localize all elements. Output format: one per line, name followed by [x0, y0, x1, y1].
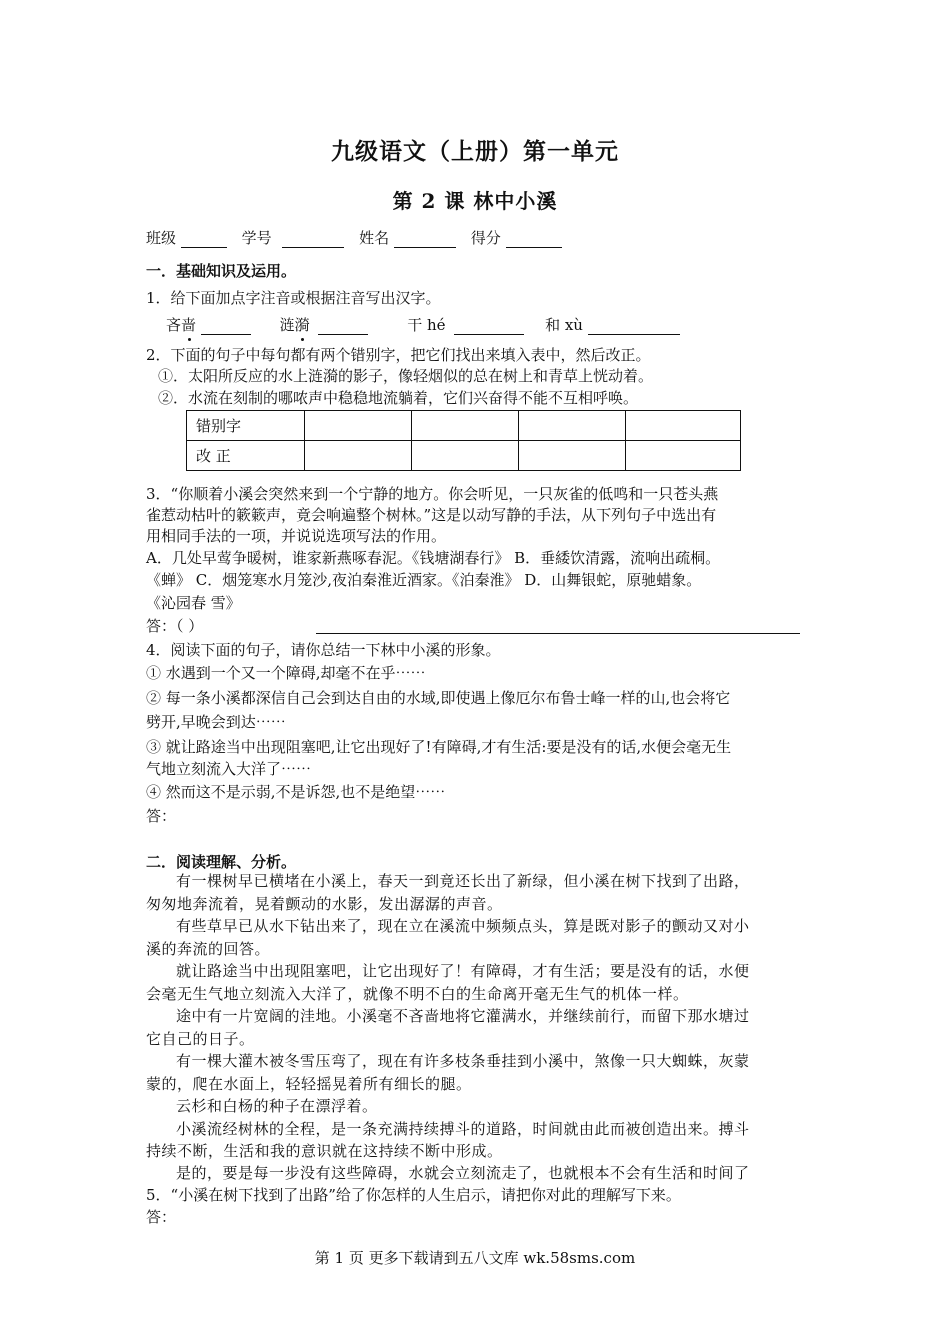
table-cell[interactable]: [412, 441, 519, 471]
q3-line3: 用相同手法的一项，并说说选项写法的作用。: [146, 527, 447, 545]
q1-prompt: 1．给下面加点字注音或根据注音写出汉字。: [146, 289, 441, 307]
q2-sentence1: ①．太阳所反应的水上涟漪的影子，像轻烟似的总在树上和青草上恍动着。: [158, 367, 654, 385]
q4-sentence2b: 劈开,早晚会到达⋯⋯: [146, 713, 286, 731]
passage-p7a: 小溪流经树林的全程，是一条充满持续搏斗的道路，时间就由此而被创造出来。搏斗: [176, 1120, 750, 1138]
q1-word2: [280, 316, 310, 334]
table-row: [187, 411, 741, 441]
q4-answer-label: 答：: [146, 807, 177, 825]
q1-blank2[interactable]: [318, 318, 368, 335]
name-blank[interactable]: [394, 231, 456, 248]
number-label: 学号: [241, 229, 272, 247]
q3-answer-label: 答：（ ）: [146, 617, 204, 635]
table-cell[interactable]: [412, 411, 519, 441]
section2-heading: 二．阅读理解、分析。: [146, 853, 297, 871]
passage-p4b: 它自己的日子。: [146, 1030, 255, 1048]
q1-word1-char1: 吝: [166, 316, 182, 334]
q3-answer-line[interactable]: [316, 633, 800, 634]
section1-heading: 一．基础知识及运用。: [146, 262, 297, 280]
table-cell[interactable]: [626, 411, 741, 441]
q4-sentence3a: ③ 就让路途当中出现阻塞吧,让它出现好了!有障碍,才有生活:要是没有的话,水便会毫无生: [146, 738, 732, 756]
name-label: 姓名: [359, 229, 390, 247]
page-title: 九级语文（上册）第一单元: [331, 138, 619, 165]
q1-word1: [166, 316, 196, 334]
q1-blank1[interactable]: [201, 318, 251, 335]
passage-p7b: 持续不断，生活和我的意识就在这持续不断中形成。: [146, 1142, 503, 1160]
row-label-correction: 改 正: [187, 441, 305, 471]
q4-sentence2a: ② 每一条小溪都深信自己会到达自由的水域,即使遇上像厄尔布鲁士峰一样的山,也会将它: [146, 689, 731, 707]
passage-p1b: 匆匆地奔流着，晃着颤动的水影，发出潺潺的声音。: [146, 895, 503, 913]
q4-sentence1: ① 水遇到一个又一个障碍,却毫不在乎⋯⋯: [146, 664, 426, 682]
table-cell[interactable]: [305, 411, 412, 441]
q1-word3: 干 hé: [407, 316, 446, 334]
q3-line1: 3．“你顺着小溪会突然来到一个宁静的地方。你会听见，一只灰雀的低鸣和一只苍头燕: [146, 485, 719, 503]
q5-answer-label: 答：: [146, 1208, 177, 1226]
lesson-title: 第 2 课 林中小溪: [392, 189, 558, 213]
passage-p1a: 有一棵树早已横堵在小溪上，春天一到竟还长出了新绿，但小溪在树下找到了出路，: [176, 872, 750, 890]
table-row: [187, 441, 741, 471]
table-cell[interactable]: [626, 441, 741, 471]
number-blank[interactable]: [282, 231, 344, 248]
q1-word2-dotted-char: 漪: [294, 316, 310, 334]
q1-word4: 和 xù: [545, 316, 583, 334]
passage-p3b: 会毫无生气地立刻流入大洋了，就像不明不白的生命离开毫无生气的机体一样。: [146, 985, 689, 1003]
table-cell[interactable]: [519, 441, 626, 471]
q3-option-line3: 《沁园春 雪》: [146, 594, 241, 612]
score-blank[interactable]: [506, 231, 562, 248]
passage-p8: 是的，要是每一步没有这些障碍，水就会立刻流走了，也就根本不会有生活和时间了: [176, 1164, 750, 1182]
correction-table: [186, 410, 741, 471]
passage-p2b: 溪的奔流的回答。: [146, 940, 271, 958]
table-cell[interactable]: [305, 441, 412, 471]
q4-sentence3b: 气地立刻流入大洋了⋯⋯: [146, 760, 312, 778]
passage-p5b: 蒙的，爬在水面上，轻轻摇晃着所有细长的腿。: [146, 1075, 472, 1093]
class-blank[interactable]: [181, 231, 227, 248]
passage-p3a: 就让路途当中出现阻塞吧，让它出现好了！有障碍，才有生活；要是没有的话，水便: [176, 962, 750, 980]
passage-p5a: 有一棵大灌木被冬雪压弯了，现在有许多枝条垂挂到小溪中，煞像一只大蜘蛛，灰蒙: [176, 1052, 750, 1070]
q2-prompt: 2．下面的句子中每句都有两个错别字，把它们找出来填入表中，然后改正。: [146, 346, 651, 364]
q3-option-line2: 《蝉》 C．烟笼寒水月笼沙,夜泊秦淮近酒家。《泊秦淮》 D．山舞银蛇，原驰蜡象。: [146, 571, 702, 589]
q5-prompt: 5．“小溪在树下找到了出路”给了你怎样的人生启示，请把你对此的理解写下来。: [146, 1186, 681, 1204]
q1-word1-dotted-char: 啬: [181, 316, 197, 334]
q3-line2: 雀惹动枯叶的簌簌声，竟会响遍整个树林。”这是以动写静的手法，从下列句子中选出有: [146, 506, 717, 524]
class-label: 班级: [146, 229, 177, 247]
row-label-typo: 错别字: [187, 411, 305, 441]
passage-p6: 云杉和白杨的种子在漂浮着。: [176, 1097, 378, 1115]
q1-blank3[interactable]: [454, 318, 524, 335]
score-label: 得分: [470, 229, 501, 247]
student-info-line: [146, 228, 562, 248]
q4-sentence4: ④ 然而这不是示弱,不是诉怨,也不是绝望⋯⋯: [146, 783, 446, 801]
page-footer: 第 1 页 更多下载请到五八文库 wk.58sms.com: [314, 1249, 636, 1267]
q4-prompt: 4．阅读下面的句子，请你总结一下林中小溪的形象。: [146, 641, 501, 659]
q3-option-line1: A．几处早莺争暖树，谁家新燕啄春泥。《钱塘湖春行》 B．垂緌饮清露，流响出疏桐。: [146, 549, 721, 567]
table-cell[interactable]: [519, 411, 626, 441]
q1-word2-char1: 涟: [279, 316, 295, 334]
passage-p4a: 途中有一片宽阔的洼地。小溪毫不吝啬地将它灌满水，并继续前行，而留下那水塘过: [176, 1007, 750, 1025]
q1-blank4[interactable]: [588, 318, 680, 335]
q2-sentence2: ②．水流在刻制的哪哝声中稳稳地流躺着，它们兴奋得不能不互相呼唤。: [158, 389, 639, 407]
q1-items: [166, 315, 680, 335]
passage-p2a: 有些草早已从水下钻出来了，现在立在溪流中频频点头，算是既对影子的颤动又对小: [176, 917, 750, 935]
